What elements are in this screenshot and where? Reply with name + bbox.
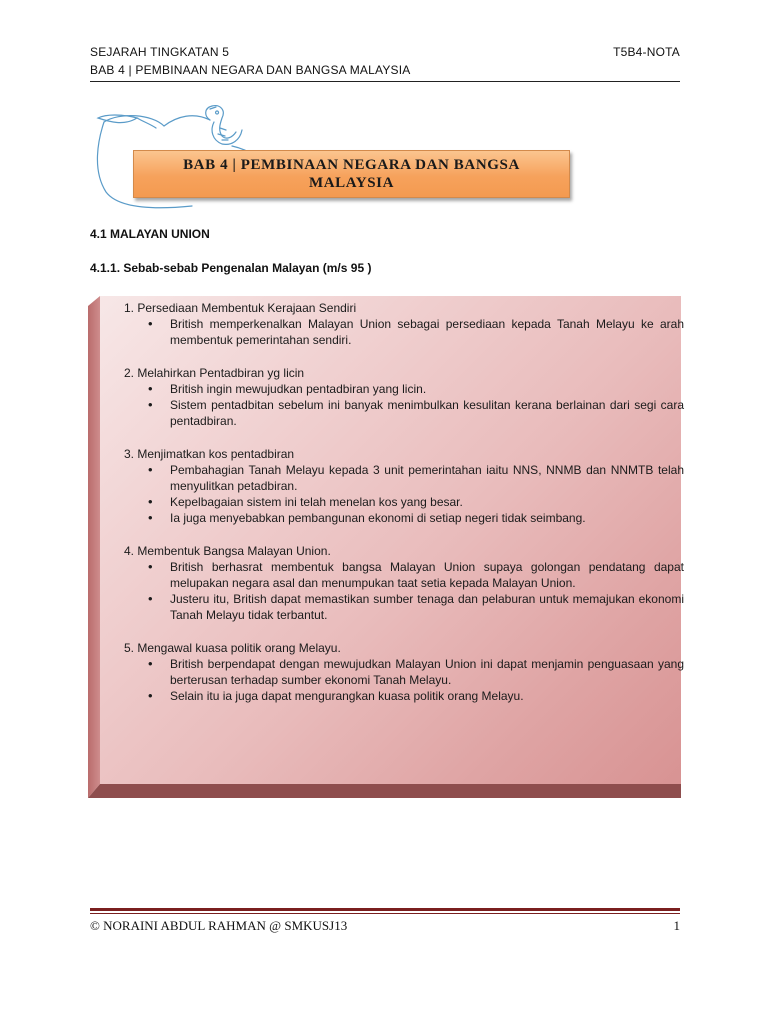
- reason-bullet: • British berhasrat membentuk bangsa Malayan Union supaya golongan pendatang dapat melupakan negara asal dan menumpukan taat setia kepada Malayan Union.: [158, 559, 684, 591]
- reason-bullet: • British berpendapat dengan mewujudkan Malayan Union ini dapat menjamin penguasaan yang berterusan terhadap sumber ekonomi Tanah Melayu.: [158, 656, 684, 688]
- reason-bullet: • Ia juga menyebabkan pembangunan ekonomi di setiap negeri tidak seimbang.: [158, 510, 684, 526]
- content-panel: [88, 296, 684, 798]
- chapter-title-line2: MALAYSIA: [308, 175, 395, 191]
- header-divider: [90, 81, 680, 82]
- chapter-title-line1: BAB 4 | PEMBINAAN NEGARA DAN BANGSA: [183, 157, 520, 173]
- running-header: [90, 45, 680, 59]
- reason-bullet: • Pembahagian Tanah Melayu kepada 3 unit pemerintahan iaitu NNS, NNMB dan NNMTB telah menyulitkan petadbiran.: [158, 462, 684, 494]
- panel-face: [100, 296, 684, 784]
- reason-bullet: • Selain itu ia juga dapat mengurangkan kuasa politik orang Melayu.: [158, 688, 684, 704]
- reason-item: [112, 446, 684, 526]
- reason-title: 2. Melahirkan Pentadbiran yg licin: [124, 366, 305, 380]
- panel-content: [112, 300, 684, 721]
- header-chapter: BAB 4 | PEMBINAAN NEGARA DAN BANGSA MALAYSIA: [90, 63, 411, 77]
- reason-bullet: • Kepelbagaian sistem ini telah menelan kos yang besar.: [158, 494, 684, 510]
- reason-item: [112, 543, 684, 623]
- reason-item: [112, 300, 684, 348]
- header-subject: SEJARAH TINGKATAN 5: [90, 45, 230, 59]
- page-number: 1: [673, 918, 680, 933]
- footer-divider-thick: [90, 908, 680, 911]
- reason-bullet: • Sistem pentadbitan sebelum ini banyak menimbulkan kesulitan kerana berlainan dari segi cara pentadbiran.: [158, 397, 684, 429]
- chapter-title-box: [133, 150, 570, 198]
- reason-title: 1. Persediaan Membentuk Kerajaan Sendiri: [124, 301, 357, 315]
- reason-item: [112, 365, 684, 429]
- reason-item: [112, 640, 684, 704]
- panel-bevel-left: [88, 296, 100, 798]
- header-code: T5B4-NOTA: [613, 45, 680, 59]
- reason-bullet: • British memperkenalkan Malayan Union sebagai persediaan kepada Tanah Melayu ke arah membentuk pemerintahan sendiri.: [158, 316, 684, 348]
- subsection-title: 4.1.1. Sebab-sebab Pengenalan Malayan (m/s 95 ): [90, 261, 372, 275]
- section-title: 4.1 MALAYAN UNION: [90, 227, 210, 241]
- reason-title: 4. Membentuk Bangsa Malayan Union.: [124, 544, 331, 558]
- panel-bevel-bottom: [88, 784, 681, 798]
- footer-divider-thin: [90, 913, 680, 914]
- reason-bullet: • British ingin mewujudkan pentadbiran yang licin.: [158, 381, 684, 397]
- reason-title: 3. Menjimatkan kos pentadbiran: [124, 447, 295, 461]
- reason-bullet: • Justeru itu, British dapat memastikan sumber tenaga dan pelaburan untuk memajukan ekonomi Tanah Melayu tidak terbantut.: [158, 591, 684, 623]
- footer-author: © NORAINI ABDUL RAHMAN @ SMKUSJ13: [90, 918, 348, 933]
- reason-title: 5. Mengawal kuasa politik orang Melayu.: [124, 641, 341, 655]
